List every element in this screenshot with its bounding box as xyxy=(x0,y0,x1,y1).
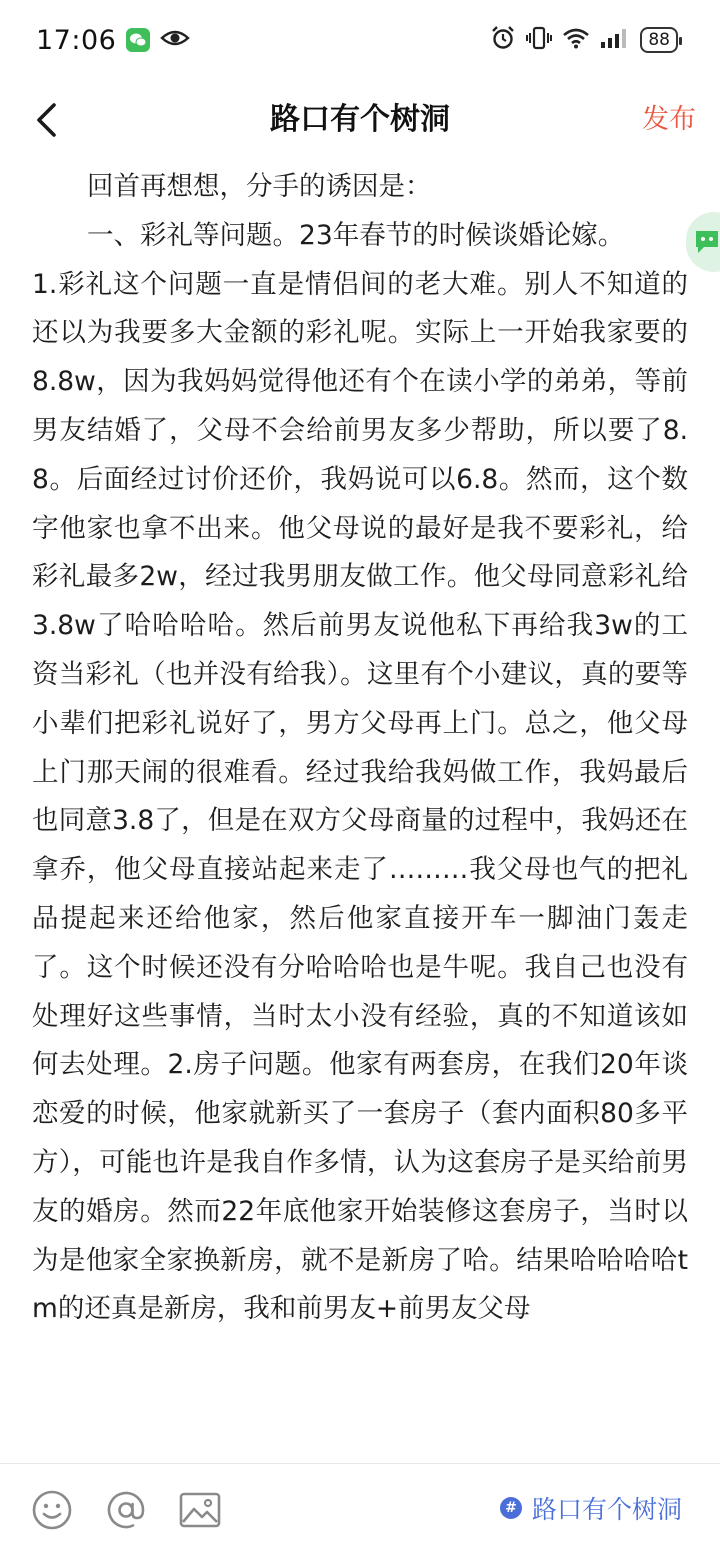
mention-button[interactable] xyxy=(104,1488,148,1532)
side-chat-bubble[interactable] xyxy=(686,212,720,272)
image-icon xyxy=(178,1491,222,1529)
post-paragraph: 1.彩礼这个问题一直是情侣间的老大难。别人不知道的还以为我要多大金额的彩礼呢。实际上一开始我家要的8.8w，因为我妈妈觉得他还有个在读小学的弟弟，等前男友结婚了，父母不会给前男友多少帮助，所以要了8.8。后面经过讨价还价，我妈说可以6.8。然而，这个数字他家也拿不出来。他父母说的最好是我不要彩礼，给彩礼最多2w，经过我男朋友做工作。他父母同意彩礼给3.8w了哈哈哈哈。然后前男友说他私下再给我3w的工资当彩礼（也并没有给我）。这里有个小建议，真的要等小辈们把彩礼说好了，男方父母再上门。总之，他父母上门那天闹的很难看。经过我给我妈做工作，我妈最后也同意3.8了，但是在双方父母商量的过程中，我妈还在拿乔，他父母直接站起来走了………我父母也气的把礼品提起来还给他家，然后他家直接开车一脚油门轰走了。这个时候还没有分哈哈哈也是牛呢。我自己也没有处理好这些事情，当时太小没有经验，真的不知道该如何去处理。2.房子问题。他家有两套房，在我们20年谈恋爱的时候，他家就新买了一套房子（套内面积80多平方），可能也许是我自作多情，认为这套房子是买给前男友的婚房。然而22年底他家开始装修这套房子，当时以为是他家全家换新房，就不是新房了哈。结果哈哈哈哈tm的还真是新房，我和前男友+前男友父母 xyxy=(32,268,688,1325)
emoji-button[interactable] xyxy=(30,1488,74,1532)
wifi-icon xyxy=(562,27,590,53)
status-right xyxy=(490,25,684,55)
wechat-icon xyxy=(126,28,150,52)
publish-button[interactable]: 发布 xyxy=(642,104,696,135)
hashtag-icon: # xyxy=(500,1497,522,1519)
post-editor[interactable] xyxy=(32,163,688,1453)
chat-bubble-icon xyxy=(692,227,720,257)
status-bar xyxy=(0,0,720,80)
emoji-icon xyxy=(31,1489,73,1531)
battery-icon: 88 xyxy=(640,27,678,53)
status-time: 17:06 xyxy=(36,24,117,56)
page-title: 路口有个树洞 xyxy=(270,102,450,137)
image-button[interactable] xyxy=(178,1488,222,1532)
vibrate-icon xyxy=(526,25,552,55)
post-paragraph: 回首再想想，分手的诱因是： xyxy=(87,171,432,202)
header xyxy=(0,80,720,160)
topic-tag[interactable] xyxy=(500,1490,682,1526)
topic-label: 路口有个树洞 xyxy=(531,1495,682,1524)
bottom-toolbar xyxy=(0,1463,720,1554)
eye-icon xyxy=(160,28,190,52)
alarm-icon xyxy=(490,25,516,55)
status-left xyxy=(36,25,190,56)
post-paragraph: 一、彩礼等问题。23年春节的时候谈婚论嫁。 xyxy=(87,219,625,251)
at-icon xyxy=(105,1489,147,1531)
signal-icon xyxy=(600,27,630,53)
